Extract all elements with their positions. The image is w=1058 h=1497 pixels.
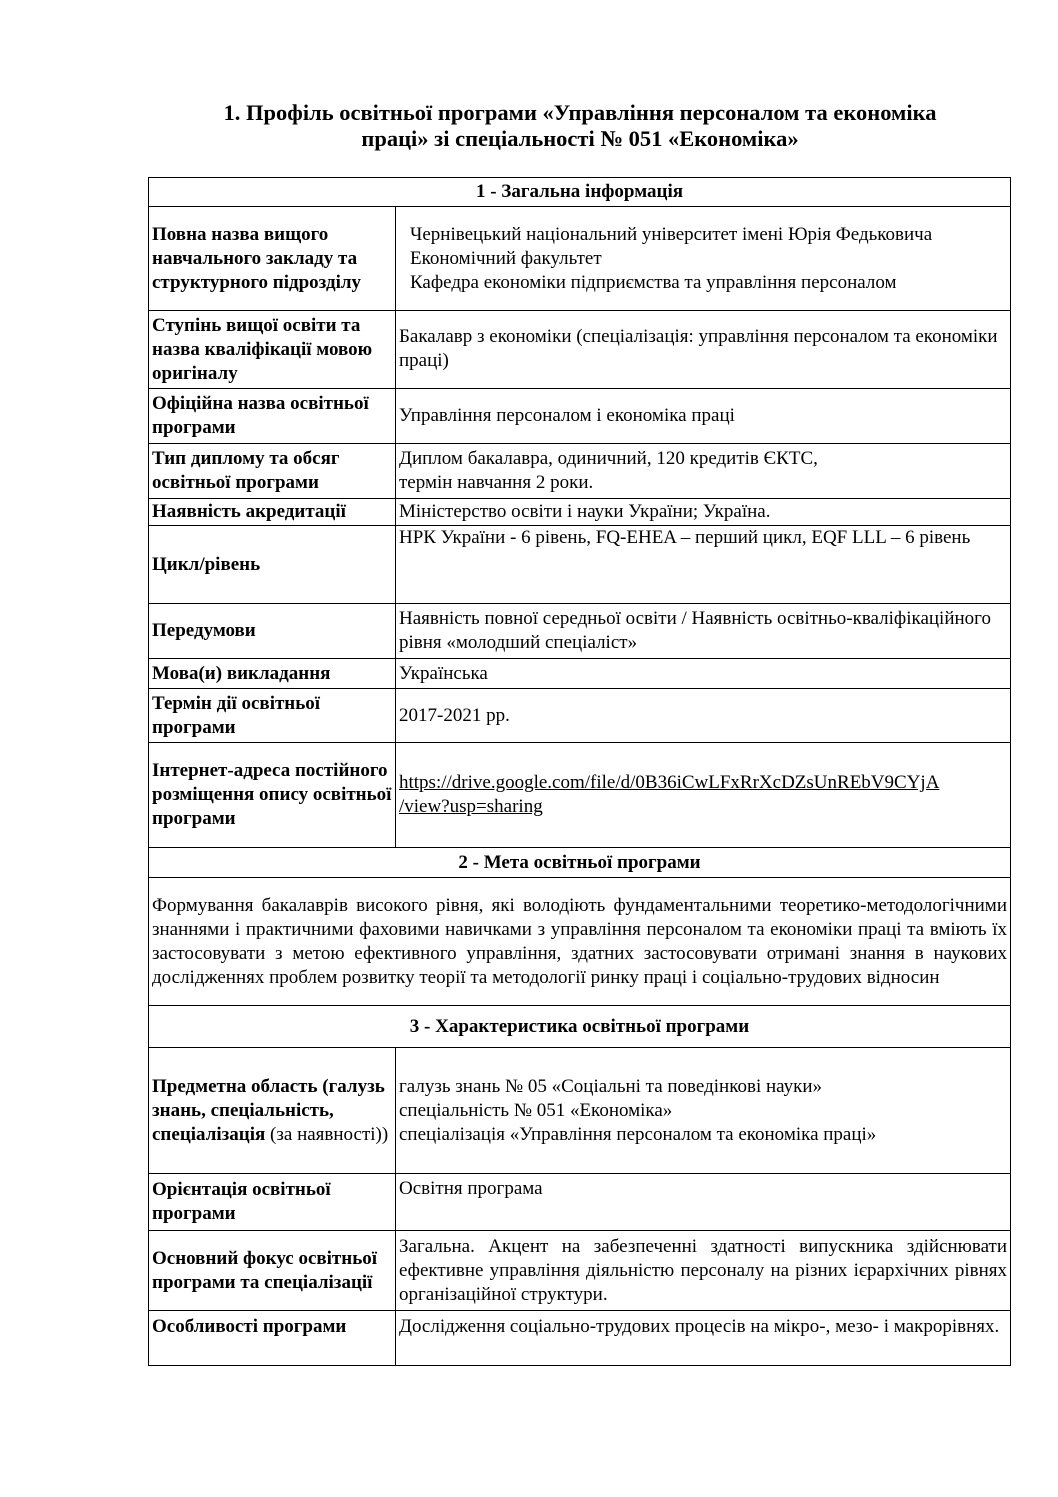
- document-title: [150, 100, 1010, 152]
- validity-value: 2017-2021 рр.: [396, 689, 1011, 743]
- title-line-2: праці» зі спеціальності № 051 «Економіка»: [361, 126, 799, 151]
- institution-line-3: Кафедра економіки підприємства та управління персоналом: [410, 271, 897, 293]
- subject-area-label: [149, 1048, 396, 1174]
- institution-row: [149, 207, 1011, 311]
- language-value: Українська: [396, 659, 1011, 689]
- features-row: [149, 1311, 1011, 1366]
- subject-area-label-normal: (за наявності)): [265, 1123, 389, 1145]
- institution-line-1: Чернівецький національний університет імені Юрія Федьковича: [410, 223, 933, 245]
- program-profile-table: [148, 177, 1011, 1366]
- orientation-label: Орієнтація освітньої програми: [149, 1174, 396, 1231]
- section-3-header: 3 - Характеристика освітньої програми: [149, 1006, 1011, 1048]
- validity-row: [149, 689, 1011, 743]
- accreditation-value: Міністерство освіти і науки України; Україна.: [396, 499, 1011, 526]
- degree-value: Бакалавр з економіки (спеціалізація: управління персоналом та економіки праці): [396, 311, 1011, 389]
- features-value: Дослідження соціально-трудових процесів на мікро-, мезо- і макрорівнях.: [396, 1311, 1011, 1366]
- focus-row: [149, 1231, 1011, 1311]
- subject-area-line-3: спеціалізація «Управління персоналом та економіка праці»: [399, 1123, 877, 1145]
- subject-area-label-bold: Предметна область (галузь знань, спеціальність, спеціалізація: [152, 1075, 385, 1145]
- cycle-label: Цикл/рівень: [149, 526, 396, 604]
- title-line-1: 1. Профіль освітньої програми «Управління персоналом та економіка: [223, 100, 937, 125]
- program-name-row: [149, 389, 1011, 444]
- diploma-row: [149, 444, 1011, 499]
- program-name-value: Управління персоналом і економіка праці: [396, 389, 1011, 444]
- url-label: Інтернет-адреса постійного розміщення опису освітньої програми: [149, 743, 396, 848]
- features-label: Особливості програми: [149, 1311, 396, 1366]
- diploma-line-2: термін навчання 2 роки.: [399, 472, 594, 493]
- section-2-header: 2 - Мета освітньої програми: [149, 848, 1011, 878]
- program-url-link-line-2[interactable]: /view?usp=sharing: [399, 796, 543, 817]
- section-2-header-row: [149, 848, 1011, 878]
- program-url-link-line-1[interactable]: https://drive.google.com/file/d/0B36iCwLFxRrXcDZsUnREbV9CYjA: [399, 772, 940, 793]
- accreditation-row: [149, 499, 1011, 526]
- language-row: [149, 659, 1011, 689]
- prerequisites-value: Наявність повної середньої освіти / Наявність освітньо-кваліфікаційного рівня «молодший спеціаліст»: [396, 604, 1011, 659]
- prerequisites-label: Передумови: [149, 604, 396, 659]
- degree-row: [149, 311, 1011, 389]
- accreditation-label: Наявність акредитації: [149, 499, 396, 526]
- url-value: [396, 743, 1011, 848]
- subject-area-line-1: галузь знань № 05 «Соціальні та поведінкові науки»: [399, 1075, 823, 1097]
- degree-label: Ступінь вищої освіти та назва кваліфікації мовою оригіналу: [149, 311, 396, 389]
- diploma-label: Тип диплому та обсяг освітньої програми: [149, 444, 396, 499]
- focus-value: Загальна. Акцент на забезпеченні здатності випускника здійснювати ефективне управління діяльністю персоналу на різних ієрархічних рівнях організаційної структури.: [396, 1231, 1011, 1311]
- subject-area-value: [396, 1048, 1011, 1174]
- section-1-header-row: [149, 178, 1011, 207]
- diploma-value: [396, 444, 1011, 499]
- section-3-header-row: [149, 1006, 1011, 1048]
- validity-label: Термін дії освітньої програми: [149, 689, 396, 743]
- cycle-value: НРК України - 6 рівень, FQ-EHEA – перший цикл, EQF LLL – 6 рівень: [396, 526, 1011, 604]
- program-goal-text: Формування бакалаврів високого рівня, які володіють фундаментальними теоретико-методологічними знаннями і практичними фаховими навичками з управління персоналом та економіки праці та вміють їх застосовувати з метою ефективного управління, здатних застосовувати отримані знання в наукових дослідженнях проблем розвитку теорії та методології ринку праці і соціально-трудових відносин: [149, 878, 1011, 1006]
- subject-area-row: [149, 1048, 1011, 1174]
- cycle-row: [149, 526, 1011, 604]
- prerequisites-row: [149, 604, 1011, 659]
- orientation-row: [149, 1174, 1011, 1231]
- institution-line-2: Економічний факультет: [410, 247, 602, 269]
- subject-area-line-2: спеціальність № 051 «Економіка»: [399, 1099, 673, 1121]
- orientation-value: Освітня програма: [396, 1174, 1011, 1231]
- institution-value: [396, 207, 1011, 311]
- language-label: Мова(и) викладання: [149, 659, 396, 689]
- url-row: [149, 743, 1011, 848]
- goal-row: [149, 878, 1011, 1006]
- focus-label: Основний фокус освітньої програми та спеціалізації: [149, 1231, 396, 1311]
- section-1-header: 1 - Загальна інформація: [149, 178, 1011, 207]
- institution-label: Повна назва вищого навчального закладу та структурного підрозділу: [149, 207, 396, 311]
- program-name-label: Офіційна назва освітньої програми: [149, 389, 396, 444]
- diploma-line-1: Диплом бакалавра, одиничний, 120 кредитів ЄКТС,: [399, 448, 818, 469]
